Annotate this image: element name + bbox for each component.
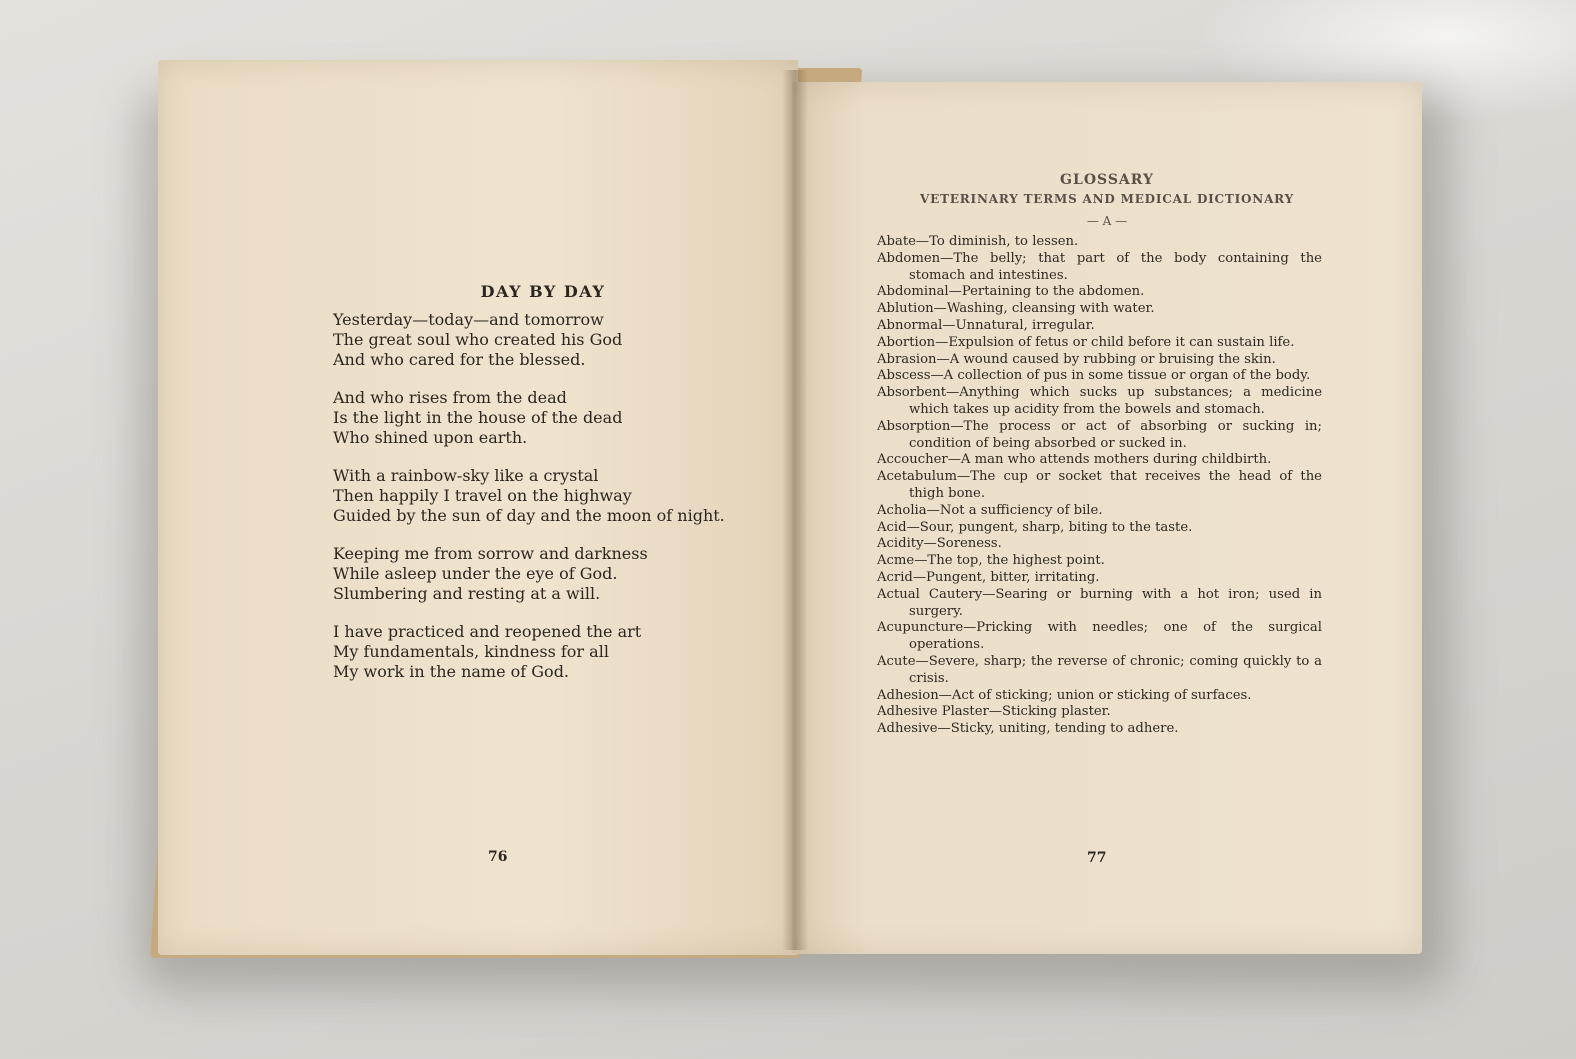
glossary-entry: Abnormal—Unnatural, irregular.: [877, 317, 1095, 333]
poem-line: Keeping me from sorrow and darkness: [333, 544, 648, 563]
glossary-entry: Abdomen—The belly; that part of the body containing the stomach and intestines.: [877, 250, 1322, 283]
poem-line: Then happily I travel on the highway: [333, 486, 632, 505]
poem-line: Is the light in the house of the dead: [333, 408, 623, 427]
poem-line: Who shined upon earth.: [333, 428, 528, 447]
glossary-entry: Adhesive Plaster—Sticking plaster.: [877, 704, 1111, 720]
poem-line: With a rainbow-sky like a crystal: [333, 466, 599, 485]
poem-body: [333, 310, 753, 700]
right-page: [792, 82, 1422, 954]
glossary-section-letter: — A —: [1086, 214, 1128, 228]
glossary-entry: Acupuncture—Pricking with needles; one of the surgical operations.: [877, 620, 1322, 653]
glossary-entry: Acidity—Soreness.: [877, 536, 1002, 552]
glossary-title: GLOSSARY: [1060, 172, 1154, 188]
poem-line: My fundamentals, kindness for all: [333, 642, 609, 661]
glossary-entry: Adhesive—Sticky, uniting, tending to adhere.: [877, 721, 1179, 737]
poem-line: Yesterday—today—and tomorrow: [333, 310, 604, 329]
glossary-entry: Acute—Severe, sharp; the reverse of chronic; coming quickly to a crisis.: [877, 653, 1322, 686]
glossary-entry: Acholia—Not a sufficiency of bile.: [877, 502, 1103, 518]
poem-line: Guided by the sun of day and the moon of night.: [333, 506, 725, 525]
glossary-subtitle: VETERINARY TERMS AND MEDICAL DICTIONARY: [920, 192, 1294, 206]
glossary-entry: Ablution—Washing, cleansing with water.: [877, 301, 1155, 317]
page-number-left: 76: [488, 849, 508, 865]
open-book: [150, 60, 1430, 965]
poem-stanza: [333, 388, 753, 448]
poem-line: While asleep under the eye of God.: [333, 564, 618, 583]
poem-line: And who cared for the blessed.: [333, 350, 586, 369]
glossary-entry: Adhesion—Act of sticking; union or sticking of surfaces.: [877, 687, 1252, 703]
glossary-entry: Acme—The top, the highest point.: [877, 553, 1105, 569]
glossary-entry: Abortion—Expulsion of fetus or child before it can sustain life.: [877, 334, 1295, 350]
book-gutter: [782, 70, 808, 950]
left-page: [158, 60, 798, 955]
glossary-entry: Absorbent—Anything which sucks up substances; a medicine which takes up acidity from the bowels and stomach.: [877, 385, 1322, 417]
poem-stanza: [333, 544, 753, 604]
poem-line: The great soul who created his God: [333, 330, 623, 349]
glossary-entry: Acetabulum—The cup or socket that receives the head of the thigh bone.: [877, 469, 1322, 501]
poem-stanza: [333, 622, 753, 682]
glossary-entry: Acrid—Pungent, bitter, irritating.: [877, 569, 1100, 585]
glossary-list: [877, 234, 1322, 738]
poem-line: Slumbering and resting at a will.: [333, 584, 601, 603]
glossary-entry: Abdominal—Pertaining to the abdomen.: [877, 284, 1145, 300]
glossary-entry: Absorption—The process or act of absorbing or sucking in; condition of being absorbed or sucked in.: [877, 418, 1322, 451]
glossary-entry: Abrasion—A wound caused by rubbing or bruising the skin.: [877, 351, 1276, 367]
poem-stanza: [333, 310, 753, 370]
poem-title: DAY BY DAY: [480, 282, 606, 301]
poem-stanza: [333, 466, 753, 526]
glossary-entry: Accoucher—A man who attends mothers during childbirth.: [877, 452, 1272, 468]
poem-line: I have practiced and reopened the art: [333, 622, 642, 641]
glossary-entry: Abscess—A collection of pus in some tissue or organ of the body.: [877, 368, 1311, 384]
glossary-entry: Actual Cautery—Searing or burning with a hot iron; used in surgery.: [877, 586, 1322, 619]
glossary-entry: Abate—To diminish, to lessen.: [877, 234, 1079, 249]
page-number-right: 77: [1087, 850, 1107, 866]
glossary-entry: Acid—Sour, pungent, sharp, biting to the taste.: [877, 519, 1193, 535]
poem-line: My work in the name of God.: [333, 662, 570, 681]
poem-line: And who rises from the dead: [333, 388, 567, 407]
